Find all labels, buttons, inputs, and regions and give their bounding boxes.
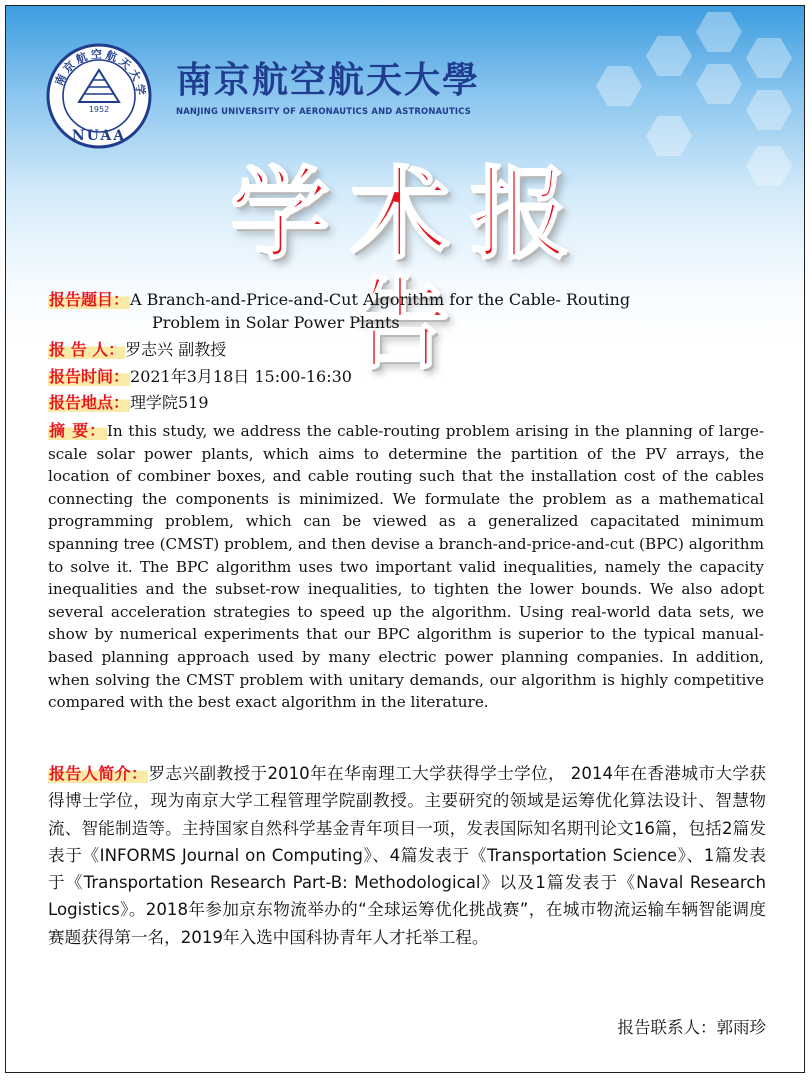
hexagon-decoration — [646, 116, 692, 156]
hexagon-decoration — [746, 38, 792, 78]
hexagon-decoration — [746, 90, 792, 130]
abstract-paragraph — [48, 420, 764, 714]
speaker-value: 罗志兴 副教授 — [125, 340, 227, 359]
topic-line-1: A Branch-and-Price-and-Cut Algorithm for the Cable- Routing — [130, 290, 631, 309]
topic-label: 报告题目： — [49, 290, 130, 309]
abstract-text: In this study, we address the cable-routing problem arising in the planning of large-scale solar power plants, which aims to determine the partition of the PV arrays, the location of combiner boxes, and cable routing such that the installation cost of the cables connecting the components is minimized. We formulate the problem as a mathematical programming problem, which can be viewed as a generalized capacitated minimum spanning tree (CMST) problem, and then devise a branch-and-price-and-cut (BPC) algorithm to solve it. The BPC algorithm uses two important valid inequalities, namely the capacity inequalities and the subset-row inequalities, to tighten the lower bounds. We also adopt several acceleration strategies to speed up the algorithm. Using real-world data sets, we show by numerical experiments that our BPC algorithm is superior to the typical manual-based planning approach used by many electric power planning companies. In addition, when solving the CMST problem with unitary demands, our algorithm is highly competitive compared with the best exact algorithm in the literature. — [48, 422, 764, 712]
place-row — [48, 392, 209, 414]
seal-ring-text: 南京航空航天大学 — [52, 47, 148, 99]
contact-person: 报告联系人：郭雨珍 — [617, 1018, 766, 1037]
hexagon-decoration — [596, 66, 642, 106]
speaker-row — [48, 339, 226, 361]
topic-row — [48, 289, 630, 311]
hexagon-decoration — [696, 64, 742, 104]
abstract-label: 摘 要： — [49, 421, 106, 440]
hexagon-decoration — [646, 36, 692, 76]
hexagon-decoration — [746, 146, 792, 186]
place-value: 理学院519 — [130, 393, 209, 412]
university-name-en: NANJING UNIVERSITY OF AERONAUTICS AND ASTRONAUTICS — [176, 106, 471, 116]
place-label: 报告地点： — [49, 393, 130, 412]
poster-title: 学术报告 — [230, 156, 590, 383]
bio-paragraph — [48, 760, 766, 951]
time-row — [48, 366, 352, 388]
seal-abbrev: NUAA — [71, 128, 127, 144]
bio-label: 报告人简介： — [49, 764, 148, 783]
bio-text: 罗志兴副教授于2010年在华南理工大学获得学士学位， 2014年在香港城市大学获得博士学位，现为南京大学工程管理学院副教授。主要研究的领域是运筹优化算法设计、智慧物流、智能制造等。主持国家自然科学基金青年项目一项，发表国际知名期刊论文16篇，包括2篇发表于《INFORMS Journal on Computing》、4篇发表于《Transportation Science》、1篇发表于《Transportation Research Part-B: Methodological》以及1篇发表于《Naval Research Logistics》。2018年参加京东物流举办的“全球运筹优化挑战赛”，在城市物流运输车辆智能调度赛题获得第一名，2019年入选中国科协青年人才托举工程。 — [48, 764, 766, 947]
time-value: 2021年3月18日 15:00-16:30 — [130, 367, 352, 386]
hexagon-decoration — [696, 12, 742, 52]
speaker-label: 报 告 人： — [49, 340, 125, 359]
seal-year: 1952 — [88, 105, 110, 114]
university-name-cn: 南京航空航天大學 — [176, 59, 481, 101]
time-label: 报告时间： — [49, 367, 130, 386]
university-seal-icon — [45, 42, 153, 150]
topic-line-2: Problem in Solar Power Plants — [152, 313, 400, 332]
